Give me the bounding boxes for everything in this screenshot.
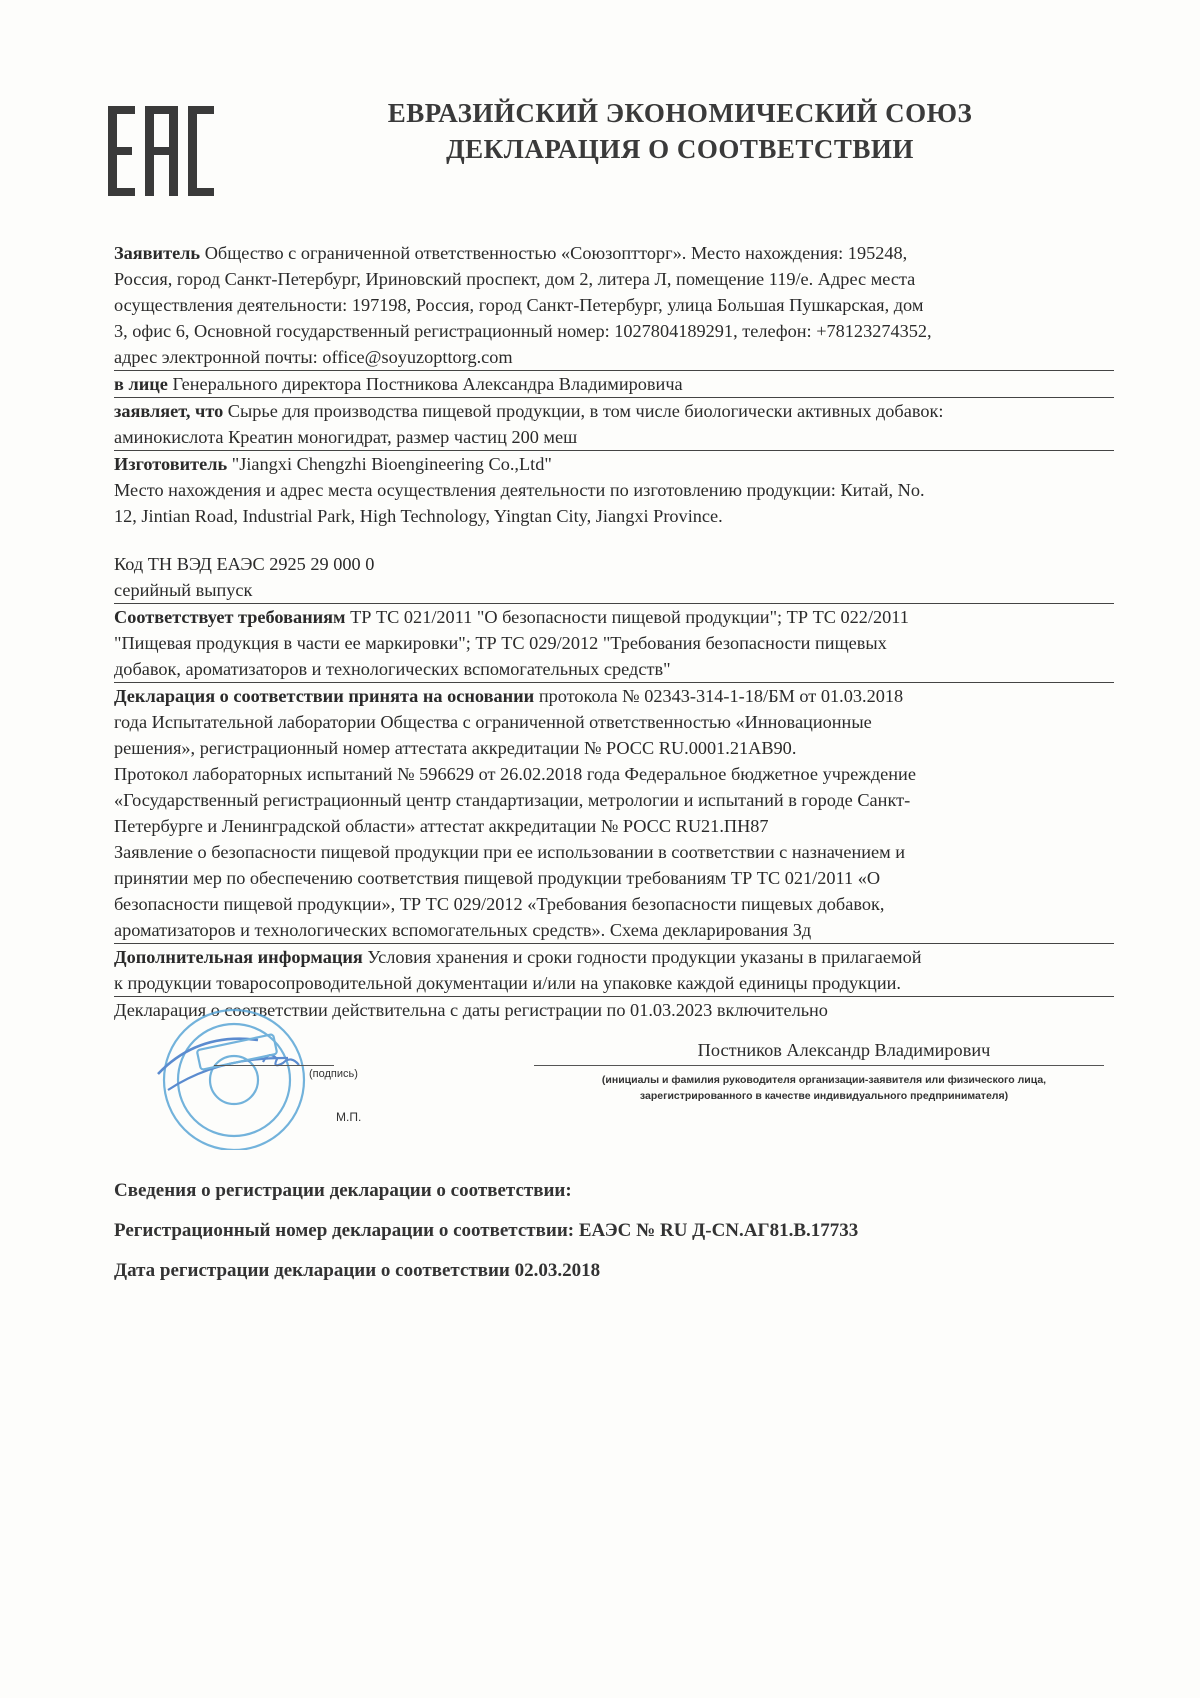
basis-line-8: принятии мер по обеспечению соответствия пищевой продукции требованиям ТР ТС 021/2011 «О	[114, 868, 881, 888]
additional-line-2: к продукции товаросопроводительной документации и/или на упаковке каждой единицы продукции.	[114, 970, 1114, 997]
header-union: ЕВРАЗИЙСКИЙ ЭКОНОМИЧЕСКИЙ СОЮЗ	[387, 98, 973, 128]
basis-label: Декларация о соответствии принята на основании	[114, 686, 535, 706]
compliance-line-2: "Пищевая продукция в части ее маркировки"; ТР ТС 029/2012 "Требования безопасности пищевых	[114, 633, 887, 653]
manufacturer-address-2: 12, Jintian Road, Industrial Park, High Technology, Yingtan City, Jiangxi Province.	[114, 506, 723, 526]
applicant-line-5	[114, 344, 1114, 371]
registration-number: Регистрационный номер декларации о соответствии: ЕАЭС № RU Д-CN.АГ81.В.17733	[114, 1220, 859, 1241]
signatory-name: Постников Александр Владимирович	[697, 1040, 991, 1060]
declares-label: заявляет, что	[114, 401, 224, 421]
basis-section	[114, 683, 1114, 709]
basis-line-1: протокола № 02343-314-1-18/БМ от 01.03.2018	[538, 686, 904, 706]
registration-info	[114, 1178, 1114, 1298]
basis-line-6: Петербурге и Ленинградской области» аттестат аккредитации № РОСС RU21.ПН87	[114, 816, 769, 836]
manufacturer-section	[114, 451, 1114, 477]
additional-section	[114, 944, 1114, 970]
registration-heading: Сведения о регистрации декларации о соответствии:	[114, 1180, 572, 1201]
declares-section	[114, 398, 1114, 424]
applicant-line-3: осуществления деятельности: 197198, Россия, город Санкт-Петербург, улица Большая Пушкарская, дом	[114, 295, 924, 315]
basis-line-3: решения», регистрационный номер аттестата аккредитации № РОСС RU.0001.21АВ90.	[114, 738, 797, 758]
manufacturer-address-1: Место нахождения и адрес места осуществления деятельности по изготовлению продукции: Китай, No.	[114, 480, 925, 500]
compliance-line-1: ТР ТС 021/2011 "О безопасности пищевой продукции"; ТР ТС 022/2011	[350, 607, 909, 627]
eac-logo-mark	[108, 106, 214, 196]
basis-line-5: «Государственный регистрационный центр стандартизации, метрологии и испытаний в городе Санкт-	[114, 790, 911, 810]
header-declaration: ДЕКЛАРАЦИЯ О СООТВЕТСТВИИ	[446, 134, 914, 164]
document-header	[300, 95, 1060, 167]
seal-place-label: М.П.	[336, 1110, 362, 1124]
basis-line-4: Протокол лабораторных испытаний № 596629 от 26.02.2018 года Федеральное бюджетное учреждение	[114, 764, 916, 784]
represented-label: в лице	[114, 374, 168, 394]
name-line	[534, 1065, 1104, 1066]
name-caption-line-1: (инициалы и фамилия руководителя организации-заявителя или физического лица,	[601, 1074, 1047, 1086]
compliance-section	[114, 604, 1114, 630]
basis-line-2: года Испытательной лаборатории Общества с ограниченной ответственностью «Инновационные	[114, 712, 872, 732]
declares-line-2: аминокислота Креатин моногидрат, размер частиц 200 меш	[114, 424, 1114, 451]
applicant-label: Заявитель	[114, 243, 201, 263]
name-caption	[544, 1072, 1104, 1104]
declaration-body	[114, 240, 1114, 1023]
declares-line-1: Сырье для производства пищевой продукции, в том числе биологически активных добавок:	[227, 401, 944, 421]
hs-code: Код ТН ВЭД ЕАЭС 2925 29 000 0	[114, 554, 375, 574]
manufacturer-label: Изготовитель	[114, 454, 228, 474]
signature-caption: (подпись)	[309, 1068, 358, 1080]
basis-line-7: Заявление о безопасности пищевой продукции при ее использовании в соответствии с назначением и	[114, 842, 906, 862]
manufacturer-name: "Jiangxi Chengzhi Bioengineering Co.,Ltd"	[231, 454, 552, 474]
signature-block	[114, 1030, 1114, 1125]
compliance-label: Соответствует требованиям	[114, 607, 346, 627]
applicant-email: адрес электронной почты: office@soyuzopttorg.com	[114, 347, 513, 367]
eac-logo	[108, 106, 214, 196]
represented-text: Генерального директора Постникова Александра Владимировича	[172, 374, 683, 394]
registration-date: Дата регистрации декларации о соответствии 02.03.2018	[114, 1260, 601, 1281]
applicant-section	[114, 240, 1114, 371]
applicant-line-4: 3, офис 6, Основной государственный регистрационный номер: 1027804189291, телефон: +78123274352,	[114, 321, 932, 341]
release-type: серийный выпуск	[114, 577, 1114, 604]
basis-line-9: безопасности пищевой продукции», ТР ТС 029/2012 «Требования безопасности пищевых добавок,	[114, 894, 885, 914]
additional-line-1: Условия хранения и сроки годности продукции указаны в прилагаемой	[367, 947, 922, 967]
compliance-line-3: добавок, ароматизаторов и технологических вспомогательных средств"	[114, 656, 1114, 683]
applicant-line-2: Россия, город Санкт-Петербург, Ириновский проспект, дом 2, литера Л, помещение 119/е. Адрес места	[114, 269, 916, 289]
represented-section	[114, 371, 1114, 398]
basis-line-10: ароматизаторов и технологических вспомогательных средств». Схема декларирования 3д	[114, 917, 1114, 944]
additional-label: Дополнительная информация	[114, 947, 363, 967]
eac-glyphs	[108, 106, 214, 196]
name-caption-line-2: зарегистрированного в качестве индивидуального предпринимателя)	[639, 1090, 1009, 1102]
applicant-line-1: Общество с ограниченной ответственностью «Союзоптторг». Место нахождения: 195248,	[204, 243, 908, 263]
signature-line	[214, 1065, 334, 1066]
validity-statement: Декларация о соответствии действительна с даты регистрации по 01.03.2023 включительно	[114, 1000, 828, 1020]
